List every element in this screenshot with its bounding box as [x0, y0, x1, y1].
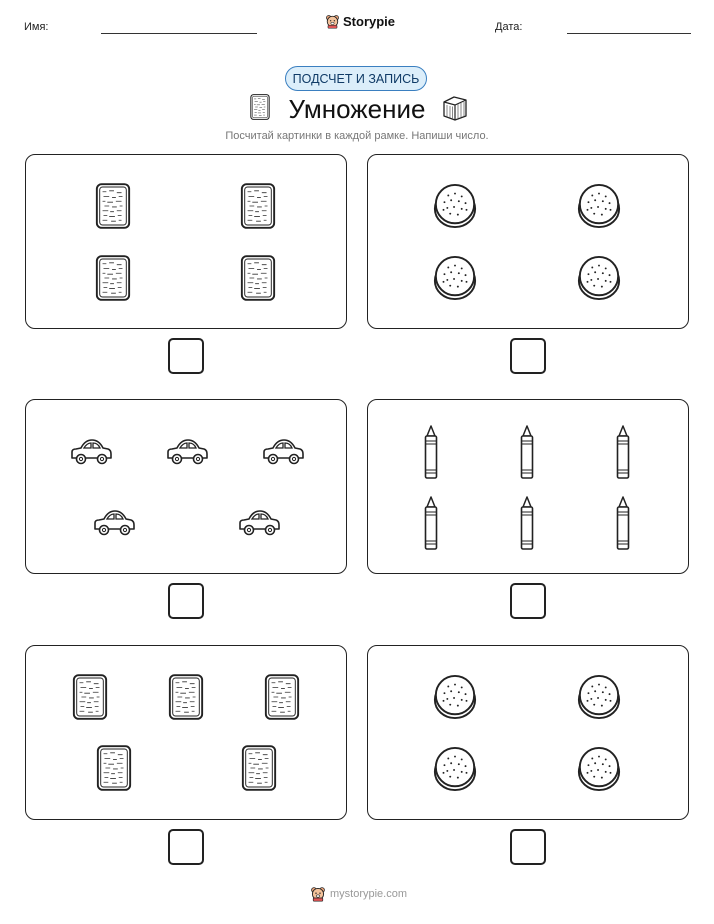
- cookie-icon: [576, 674, 622, 720]
- cracker-icon: [240, 743, 278, 793]
- crayon-icon: [421, 424, 441, 480]
- answer-box-1[interactable]: [168, 338, 204, 374]
- name-label: Имя:: [24, 21, 49, 33]
- crayon-icon: [517, 495, 537, 551]
- cracker-icon: [239, 181, 277, 231]
- bear-icon: [325, 14, 340, 29]
- date-label: Дата:: [495, 21, 523, 33]
- car-icon: [68, 435, 114, 467]
- car-icon: [164, 435, 210, 467]
- crayon-icon: [613, 424, 633, 480]
- brand-name: Storypie: [343, 14, 396, 29]
- counting-panel-1: [25, 154, 347, 329]
- counting-panel-6: [367, 645, 689, 820]
- crayon-icon: [613, 495, 633, 551]
- cracker-icon: [94, 253, 132, 303]
- answer-box-3[interactable]: [168, 583, 204, 619]
- answer-box-2[interactable]: [510, 338, 546, 374]
- footer: [310, 886, 407, 902]
- counting-panel-2: [367, 154, 689, 329]
- counting-panel-5: [25, 645, 347, 820]
- answer-box-4[interactable]: [510, 583, 546, 619]
- car-icon: [236, 506, 282, 538]
- cookie-icon: [576, 183, 622, 229]
- cracker-icon: [94, 181, 132, 231]
- counting-panel-4: [367, 399, 689, 574]
- answer-box-6[interactable]: [510, 829, 546, 865]
- cookie-icon: [432, 746, 478, 792]
- cracker-icon: [71, 672, 109, 722]
- crate-icon: [440, 92, 470, 122]
- instructions: Посчитай картинки в каждой рамке. Напиши число.: [225, 130, 489, 142]
- date-line[interactable]: [567, 33, 691, 34]
- cookie-icon: [432, 674, 478, 720]
- page-title: Умножение: [288, 94, 426, 124]
- counting-panel-3: [25, 399, 347, 574]
- answer-box-5[interactable]: [168, 829, 204, 865]
- bear-icon: [310, 886, 326, 902]
- name-line[interactable]: [101, 33, 257, 34]
- cracker-icon: [263, 672, 301, 722]
- cookie-icon: [432, 183, 478, 229]
- brand-logo: [325, 14, 395, 29]
- cookie-icon: [432, 255, 478, 301]
- car-icon: [260, 435, 306, 467]
- car-icon: [91, 506, 137, 538]
- crayon-icon: [517, 424, 537, 480]
- category-badge: ПОДСЧЕТ И ЗАПИСЬ: [285, 66, 427, 91]
- cracker-icon: [167, 672, 205, 722]
- crayon-icon: [421, 495, 441, 551]
- cookie-icon: [576, 746, 622, 792]
- cracker-icon: [239, 253, 277, 303]
- cookie-icon: [576, 255, 622, 301]
- footer-url[interactable]: mystorypie.com: [330, 888, 408, 900]
- cracker-icon: [95, 743, 133, 793]
